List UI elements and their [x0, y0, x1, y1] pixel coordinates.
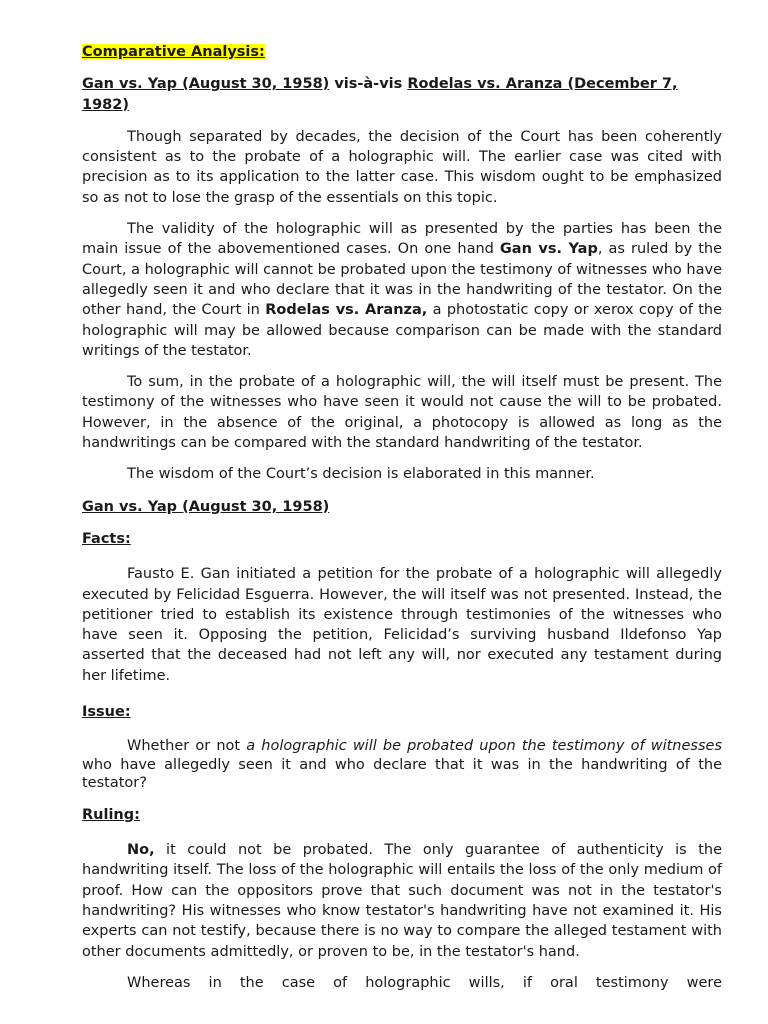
intro-paragraph-4: The wisdom of the Court’s decision is elaborated in this manner. — [127, 466, 595, 483]
issue-heading — [82, 702, 722, 722]
last-paragraph: Whereas in the case of holographic wills, if oral testimony were — [127, 974, 722, 991]
facts-label: Facts: — [82, 530, 131, 547]
issue-label: Issue: — [82, 704, 131, 721]
ruling-paragraph — [82, 840, 722, 962]
heading-text: Comparative Analysis: — [82, 44, 265, 60]
comparison-title — [82, 74, 722, 115]
issue-text-b: a holographic will be probated upon the testimony of witnesses — [246, 738, 722, 755]
issue-text-a: Whether or not — [127, 738, 247, 755]
p2-case-rodelas: Rodelas vs. Aranza, — [265, 302, 428, 319]
facts-heading — [82, 529, 722, 549]
ruling-label: Ruling: — [82, 806, 140, 823]
p2-case-gan: Gan vs. Yap — [499, 241, 598, 258]
intro-paragraph-2 — [82, 219, 722, 361]
comparative-analysis-heading — [82, 42, 722, 62]
intro-paragraph-3: To sum, in the probate of a holographic will, the will itself must be present. The testimony of the witnesses who have seen it would not cause the will to be probated. However, in the absence of the original, a photocopy is allowed as long as the handwritings can be compared with the standard handwriting of the testator. — [82, 374, 722, 452]
case-title: Gan vs. Yap (August 30, 1958) — [82, 498, 330, 515]
p2-text-a: The validity of the holographic will as presented by the parties has been the main issue of the abovementioned cases. On one hand — [82, 221, 722, 258]
ruling-heading — [82, 805, 722, 825]
issue-paragraph — [82, 737, 722, 793]
title-connector: vis-à-vis — [329, 76, 408, 93]
title-case-2: Rodelas vs. Aranza (December 7, 1982) — [82, 76, 678, 113]
ruling-answer: No, — [127, 842, 155, 859]
issue-text-c: who have allegedly seen it and who declare that it was in the handwriting of the testator? — [82, 756, 722, 792]
p2-text-c: , as ruled by the Court, a holographic will cannot be probated upon the testimony of witnesses who have allegedly seen it and who declare that it was in the handwriting of the testator. On the other hand, the Court in — [82, 241, 723, 319]
document-page — [82, 42, 722, 993]
facts-paragraph: Fausto E. Gan initiated a petition for the probate of a holographic will allegedly executed by Felicidad Esguerra. However, the will itself was not presented. Instead, the petitioner tried to establish its existence through testimonies of the witnesses who have seen it. Opposing the petition, Felicidad’s surviving husband Ildefonso Yap asserted that the deceased had not left any will, nor executed any testament during her lifetime. — [82, 566, 722, 684]
title-case-1: Gan vs. Yap (August 30, 1958) — [82, 76, 330, 93]
p2-text-e: a photostatic copy or xerox copy of the holographic will may be allowed because comparison can be made with the standard writings of the testator. — [82, 302, 722, 359]
ruling-text: it could not be probated. The only guarantee of authenticity is the handwriting itself. The loss of the holographic will entails the loss of the only medium of proof. How can the oppositors prove that such document was not in the testator's handwriting? His witnesses who know testator's handwriting have not examined it. His experts can not testify, because there is no way to compare the alleged testament with other documents admittedly, or proven to be, in the testator's hand. — [82, 842, 722, 960]
intro-paragraph-1: Though separated by decades, the decision of the Court has been coherently consistent as to the probate of a holographic will. The earlier case was cited with precision as to its application to the latter case. This wisdom ought to be emphasized so as not to lose the grasp of the essentials on this topic. — [82, 128, 722, 206]
